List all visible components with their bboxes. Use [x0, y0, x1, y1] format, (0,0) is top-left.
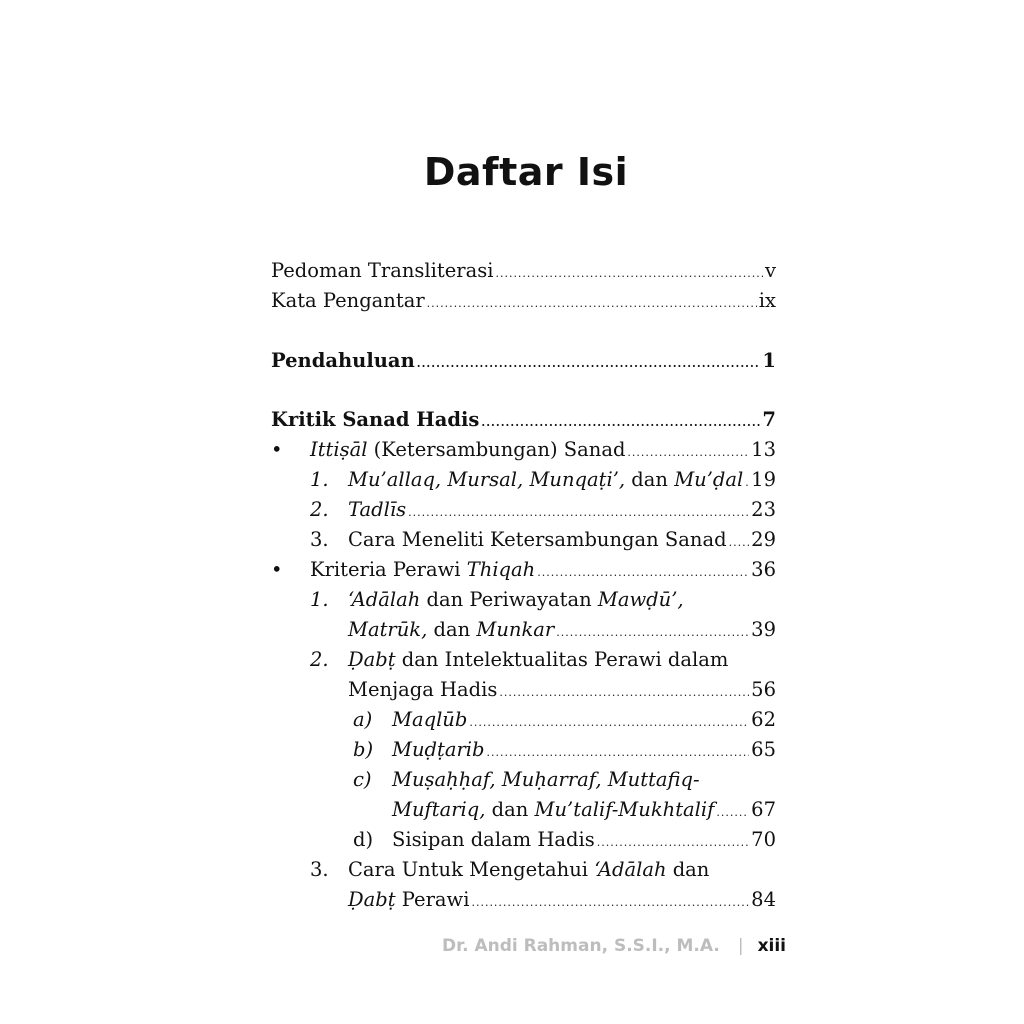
number-marker: 3. — [310, 858, 329, 881]
toc-entry-label: Pendahuluan — [271, 349, 415, 372]
dot-leader — [499, 675, 749, 708]
toc-page-number: 1 — [762, 349, 776, 372]
letter-marker: b) — [353, 738, 374, 761]
dot-leader — [729, 525, 750, 558]
toc-page-number: 65 — [751, 738, 776, 761]
toc-entry-cara-untuk-line2[interactable] — [271, 885, 776, 915]
toc-entry-label: Mu’allaq, Mursal, Munqaṭi’, dan Mu’ḍal — [348, 468, 744, 491]
toc-entry-mudtarib[interactable] — [271, 735, 776, 765]
dot-leader — [495, 256, 763, 289]
toc-entry-pedoman[interactable] — [271, 256, 776, 286]
toc-chapter-kritik-sanad[interactable] — [271, 405, 776, 435]
toc-page-number: 39 — [751, 618, 776, 641]
number-marker: 2. — [310, 648, 329, 671]
dot-leader — [417, 346, 761, 379]
toc-page-number: 70 — [751, 828, 776, 851]
dot-leader — [556, 615, 749, 648]
toc-entry-dabt-line2[interactable] — [271, 675, 776, 705]
toc-entry-label: Ḍabṭ dan Intelektualitas Perawi dalam — [348, 648, 729, 671]
dot-leader — [716, 795, 749, 828]
dot-leader — [481, 405, 760, 438]
toc-entry-label: Sisipan dalam Hadis — [392, 828, 595, 851]
toc-entry-label: Ḍabṭ Perawi — [348, 888, 470, 911]
number-marker: 1. — [310, 588, 329, 611]
dot-leader — [487, 735, 750, 768]
toc-entry-label: Cara Meneliti Ketersambungan Sanad — [348, 528, 727, 551]
toc-entry-label: Kriteria Perawi Thiqah — [310, 558, 536, 581]
dot-leader — [745, 465, 749, 498]
toc-entry-cara-meneliti[interactable] — [271, 525, 776, 555]
toc-entry-musahhaf-line1[interactable] — [271, 765, 776, 795]
toc-entry-label: Kritik Sanad Hadis — [271, 408, 480, 431]
toc-page-number: 56 — [751, 678, 776, 701]
toc-entry-label: Muṣaḥḥaf, Muḥarraf, Muttafiq- — [392, 768, 700, 791]
dot-leader — [537, 555, 749, 588]
toc-entry-label: Matrūk, dan Munkar — [348, 618, 555, 641]
number-marker: 3. — [310, 528, 329, 551]
dot-leader — [408, 495, 749, 528]
toc-entry-label: Muḍṭarib — [392, 738, 485, 761]
toc-entry-label: Menjaga Hadis — [348, 678, 498, 701]
bullet-marker: • — [271, 558, 283, 581]
number-marker: 1. — [310, 468, 329, 491]
toc-page-number: 13 — [751, 438, 776, 461]
toc-page-number: 7 — [762, 408, 776, 431]
toc-entry-adalah-line1[interactable] — [271, 585, 776, 615]
toc-page-number: 62 — [751, 708, 776, 731]
dot-leader — [471, 885, 749, 918]
toc-entry-adalah-line2[interactable] — [271, 615, 776, 645]
toc-chapter-pendahuluan[interactable] — [271, 346, 776, 376]
letter-marker: d) — [353, 828, 374, 851]
dot-leader — [469, 705, 749, 738]
toc-page-number: 36 — [751, 558, 776, 581]
footer-author: Dr. Andi Rahman, S.S.I., M.A. — [442, 936, 720, 956]
letter-marker: c) — [353, 768, 372, 791]
toc-entry-muallaq[interactable] — [271, 465, 776, 495]
toc-page-number: 84 — [751, 888, 776, 911]
toc-entry-maqlub[interactable] — [271, 705, 776, 735]
number-marker: 2. — [310, 498, 329, 521]
toc-entry-label: Tadlīs — [348, 498, 407, 521]
toc-page-number: 67 — [751, 798, 776, 821]
letter-marker: a) — [353, 708, 373, 731]
dot-leader — [427, 286, 757, 319]
toc-page-number: v — [764, 259, 776, 282]
footer-separator: | — [737, 936, 744, 956]
toc-page-number: ix — [758, 289, 776, 312]
dot-leader — [627, 435, 749, 468]
toc-entry-label: Cara Untuk Mengetahui ‘Adālah dan — [348, 858, 710, 881]
toc-entry-label: Pedoman Transliterasi — [271, 259, 494, 282]
toc-entry-cara-untuk-line1[interactable] — [271, 855, 776, 885]
toc-entry-kriteria-perawi[interactable] — [271, 555, 776, 585]
toc-entry-dabt-line1[interactable] — [271, 645, 776, 675]
toc-entry-label: ‘Adālah dan Periwayatan Mawḍū’, — [348, 588, 684, 611]
page-title: Daftar Isi — [423, 150, 629, 194]
page-footer — [442, 936, 786, 956]
toc-entry-label: Maqlūb — [392, 708, 468, 731]
toc-page-number: 29 — [751, 528, 776, 551]
toc-entry-kata-pengantar[interactable] — [271, 286, 776, 316]
toc-entry-tadlis[interactable] — [271, 495, 776, 525]
toc-entry-label: Muftariq, dan Mu’talif-Mukhtalif — [392, 798, 715, 821]
bullet-marker: • — [271, 438, 283, 461]
toc-entry-sisipan[interactable] — [271, 825, 776, 855]
toc-entry-musahhaf-line2[interactable] — [271, 795, 776, 825]
toc-entry-label: Ittiṣāl (Ketersambungan) Sanad — [310, 438, 626, 461]
toc-page-number: 19 — [751, 468, 776, 491]
footer-page-number: xiii — [757, 936, 787, 956]
toc-entry-ittisal[interactable] — [271, 435, 776, 465]
dot-leader — [597, 825, 749, 858]
toc-entry-label: Kata Pengantar — [271, 289, 425, 312]
toc-page-number: 23 — [751, 498, 776, 521]
